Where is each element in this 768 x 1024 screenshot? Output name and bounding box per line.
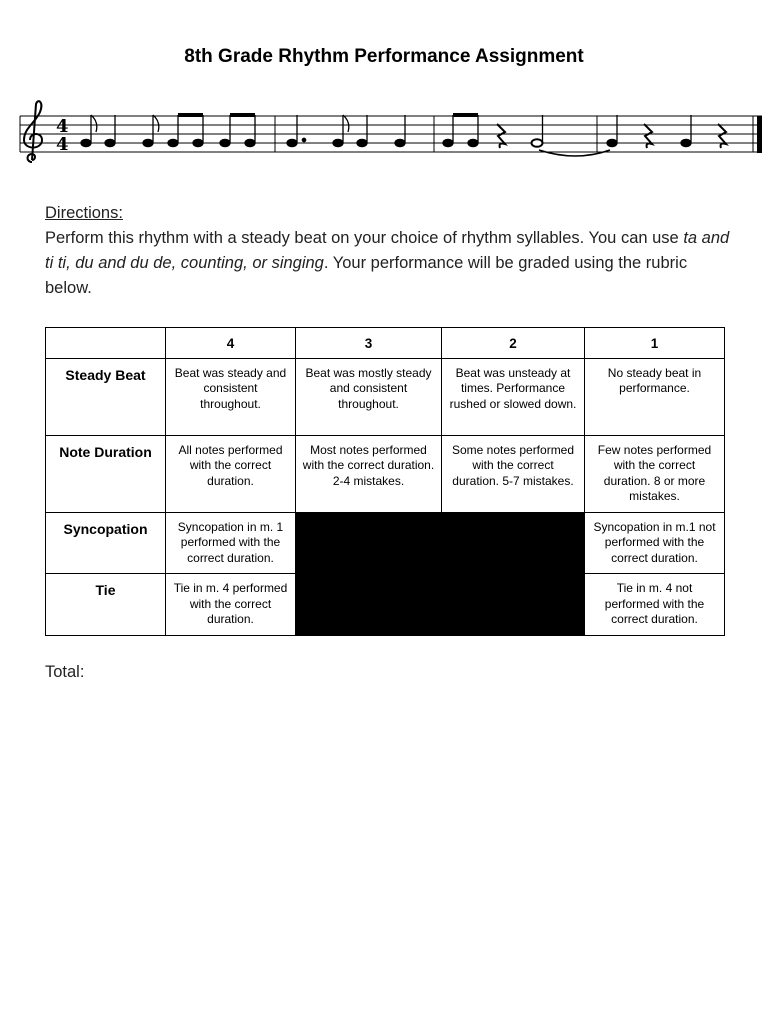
- directions-syllables: ta and ti ti, du and du de, counting, or singing: [45, 229, 730, 272]
- rubric-cell: Syncopation in m.1 not performed with the correct duration.: [585, 512, 725, 574]
- rubric-cell: Tie in m. 4 not performed with the correct duration.: [585, 574, 725, 636]
- directions: [45, 201, 735, 301]
- total-label: Total:: [45, 663, 85, 681]
- rubric-cell: Most notes performed with the correct duration. 2-4 mistakes.: [296, 435, 442, 512]
- treble-clef-icon: [24, 101, 42, 162]
- music-notation: [16, 98, 768, 170]
- rubric-cell: Beat was mostly steady and consistent throughout.: [296, 358, 442, 435]
- rubric-cell: Few notes performed with the correct duration. 8 or more mistakes.: [585, 435, 725, 512]
- rhythm-staff: [16, 98, 768, 170]
- rubric-cell: Syncopation in m. 1 performed with the correct duration.: [166, 512, 296, 574]
- directions-text-end: . Your performance will be graded using the rubric below.: [45, 254, 688, 297]
- rubric-row-note-duration: [46, 435, 725, 512]
- score-header-1: 1: [585, 328, 725, 359]
- rubric-cell: Beat was steady and consistent throughout.: [166, 358, 296, 435]
- rubric-header-row: [46, 328, 725, 359]
- blacked-out-cell: [442, 574, 585, 636]
- score-header-2: 2: [442, 328, 585, 359]
- rubric-cell: No steady beat in performance.: [585, 358, 725, 435]
- directions-text: Perform this rhythm with a steady beat on your choice of rhythm syllables. You can use: [45, 229, 684, 247]
- score-header-3: 3: [296, 328, 442, 359]
- time-signature-bottom: 4: [56, 134, 69, 155]
- rubric-corner: [46, 328, 166, 359]
- rubric-row-tie: [46, 574, 725, 636]
- rubric-cell: Tie in m. 4 performed with the correct duration.: [166, 574, 296, 636]
- criterion-label: Syncopation: [46, 512, 166, 574]
- criterion-label: Tie: [46, 574, 166, 636]
- score-header-4: 4: [166, 328, 296, 359]
- rubric-row-steady-beat: [46, 358, 725, 435]
- criterion-label: Steady Beat: [46, 358, 166, 435]
- rubric-cell: Some notes performed with the correct duration. 5-7 mistakes.: [442, 435, 585, 512]
- blacked-out-cell: [296, 512, 442, 574]
- directions-heading: Directions:: [45, 204, 123, 222]
- blacked-out-cell: [296, 574, 442, 636]
- rubric-cell: Beat was unsteady at times. Performance rushed or slowed down.: [442, 358, 585, 435]
- criterion-label: Note Duration: [46, 435, 166, 512]
- time-signature-top: 4: [56, 116, 69, 137]
- rubric-cell: All notes performed with the correct duration.: [166, 435, 296, 512]
- rubric-table: [45, 327, 725, 636]
- blacked-out-cell: [442, 512, 585, 574]
- rubric-row-syncopation: [46, 512, 725, 574]
- page-title: 8th Grade Rhythm Performance Assignment: [184, 46, 584, 67]
